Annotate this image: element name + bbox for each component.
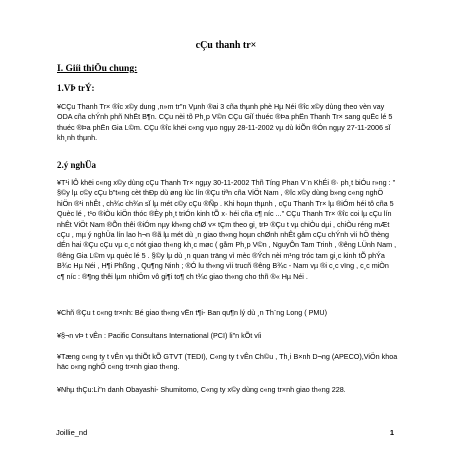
paragraph-contractor: ¥Nhµ thÇu:Li"n danh Obayashi- Shumitomo, C«ng ty x©y dùng c«ng tr×nh giao th«ng 228. <box>57 385 346 394</box>
document-title: cÇu thanh tr× <box>195 40 257 51</box>
subsection-heading-significance: 2.ý nghÜa <box>57 160 97 170</box>
paragraph-consultant: ¥§¬n vÞ t vÊn : Pacific Consultans International (PCI) li"n kÕt víi <box>57 331 262 340</box>
section-heading-introduction: I. Giíi thiÖu chung: <box>57 64 138 74</box>
page-number: 1 <box>389 428 394 437</box>
subsection-heading-location: 1.VÞ trÝ: <box>57 83 95 93</box>
paragraph-location: ¥CÇu Thanh Tr× ®îc x©y dung ,n»m tr"n Vµnh ®ai 3 cña thµnh phè Hµ Néi ®îc x©y dùng theo vèn vay ODA cña chÝnh phñ NhËt B¶n. CÇu nèi tõ Ph¸p V©n CÇu GiÏ thuéc ®Þa phËn Thanh Tr× sang quËc lé 5 thuéc ®Þa phËn Gia L©m. CÇu ®îc khëi c«ng vµo ngµy 28-11-2002 vµ dù kiÕn ®Ón ngµy 27-11-2006 sÏ kh¸nh thµnh. <box>57 102 393 143</box>
paragraph-investor: ¥Chñ ®Çu t c«ng tr×nh: Bé giao th«ng vËn t¶i- Ban qu¶n lý dù ¸n Th¨ng Long ( PMU) <box>57 308 327 317</box>
footer-author: Joillie_nd <box>56 428 88 437</box>
paragraph-consultant-partners: ¥Tæng c«ng ty t vÊn vµ thiÕt kÕ GTVT (TEDI), C«ng ty t vÊn Ch©u , Th¸i B×nh D¬ng (APECO),ViÖn khoa häc c«ng nghÖ c«ng tr×nh giao th«ng. <box>57 352 398 372</box>
paragraph-significance: ¥T¹i lÔ khëi c«ng x©y dùng cÇu Thanh Tr× ngµy 30-11-2002 Thñ Tíng Phan V¨n KhÉi ®· ph¸t biÓu r»ng : " §©y lµ c©y cÇu b"t«ng cèt thÐp dù øng lùc lín ®Çu tiªn cña ViÖt Nam , ®îc x©y dùng b»ng c«ng nghÖ hiÖn ®¹i nhÊt , ch¾c ch¾n sÏ lµ mét c©y cÇu ®Ñp . Khi hoµn thµnh , cÇu Thanh Tr× lµ ®iÓm héi tô cña 5 Quèc lé , t¹o ®iÒu kiÖn thóc ®Èy ph¸t triÓn kinh tÕ x· héi cña c¶ níc ..." CÇu Thanh Tr× ®îc coi lµ cÇu lín nhÊt ViÖt Nam ®Õn thêi ®iÓm nµy kh«ng chØ v× tÇm theo gi¸ trÞ ®Çu t vµ chiÒu dµi , chiÒu réng mÆt cÇu , mµ ý nghÜa lín lao h¬n ®ã lµ mét dù ¸n giao th«ng hoµn chØnh nhÊt gåm cÇu chÝnh vìi hÖ thèng dÉn hai ®Çu cÇu vµ c¸c nót giao th«ng kh¸c møc ( gåm Ph¸p V©n , NguyÔn Tam Trinh , ®êng LÜnh Nam , ®êng Gia L©m vµ quèc lé 5 . §©y lµ dù ¸n quan träng vì mèc ®Ých nèi m¹ng tróc tam gi¸c kinh tÕ phÝa B¾c Hµ Néi , H¶i Phßng , Qu¶ng Ninh ; ®Ó lu th«ng vìi trucñ ®êng B¾c - Nam vµ ®i c¸c vïng , c¸c miÒn c¶ níc : ®¶ng thêi lµm nhiÖm vô gi¶i to¶ ch t¾c giao th«ng cho thñ ®« Hµ Néi . <box>57 178 397 281</box>
